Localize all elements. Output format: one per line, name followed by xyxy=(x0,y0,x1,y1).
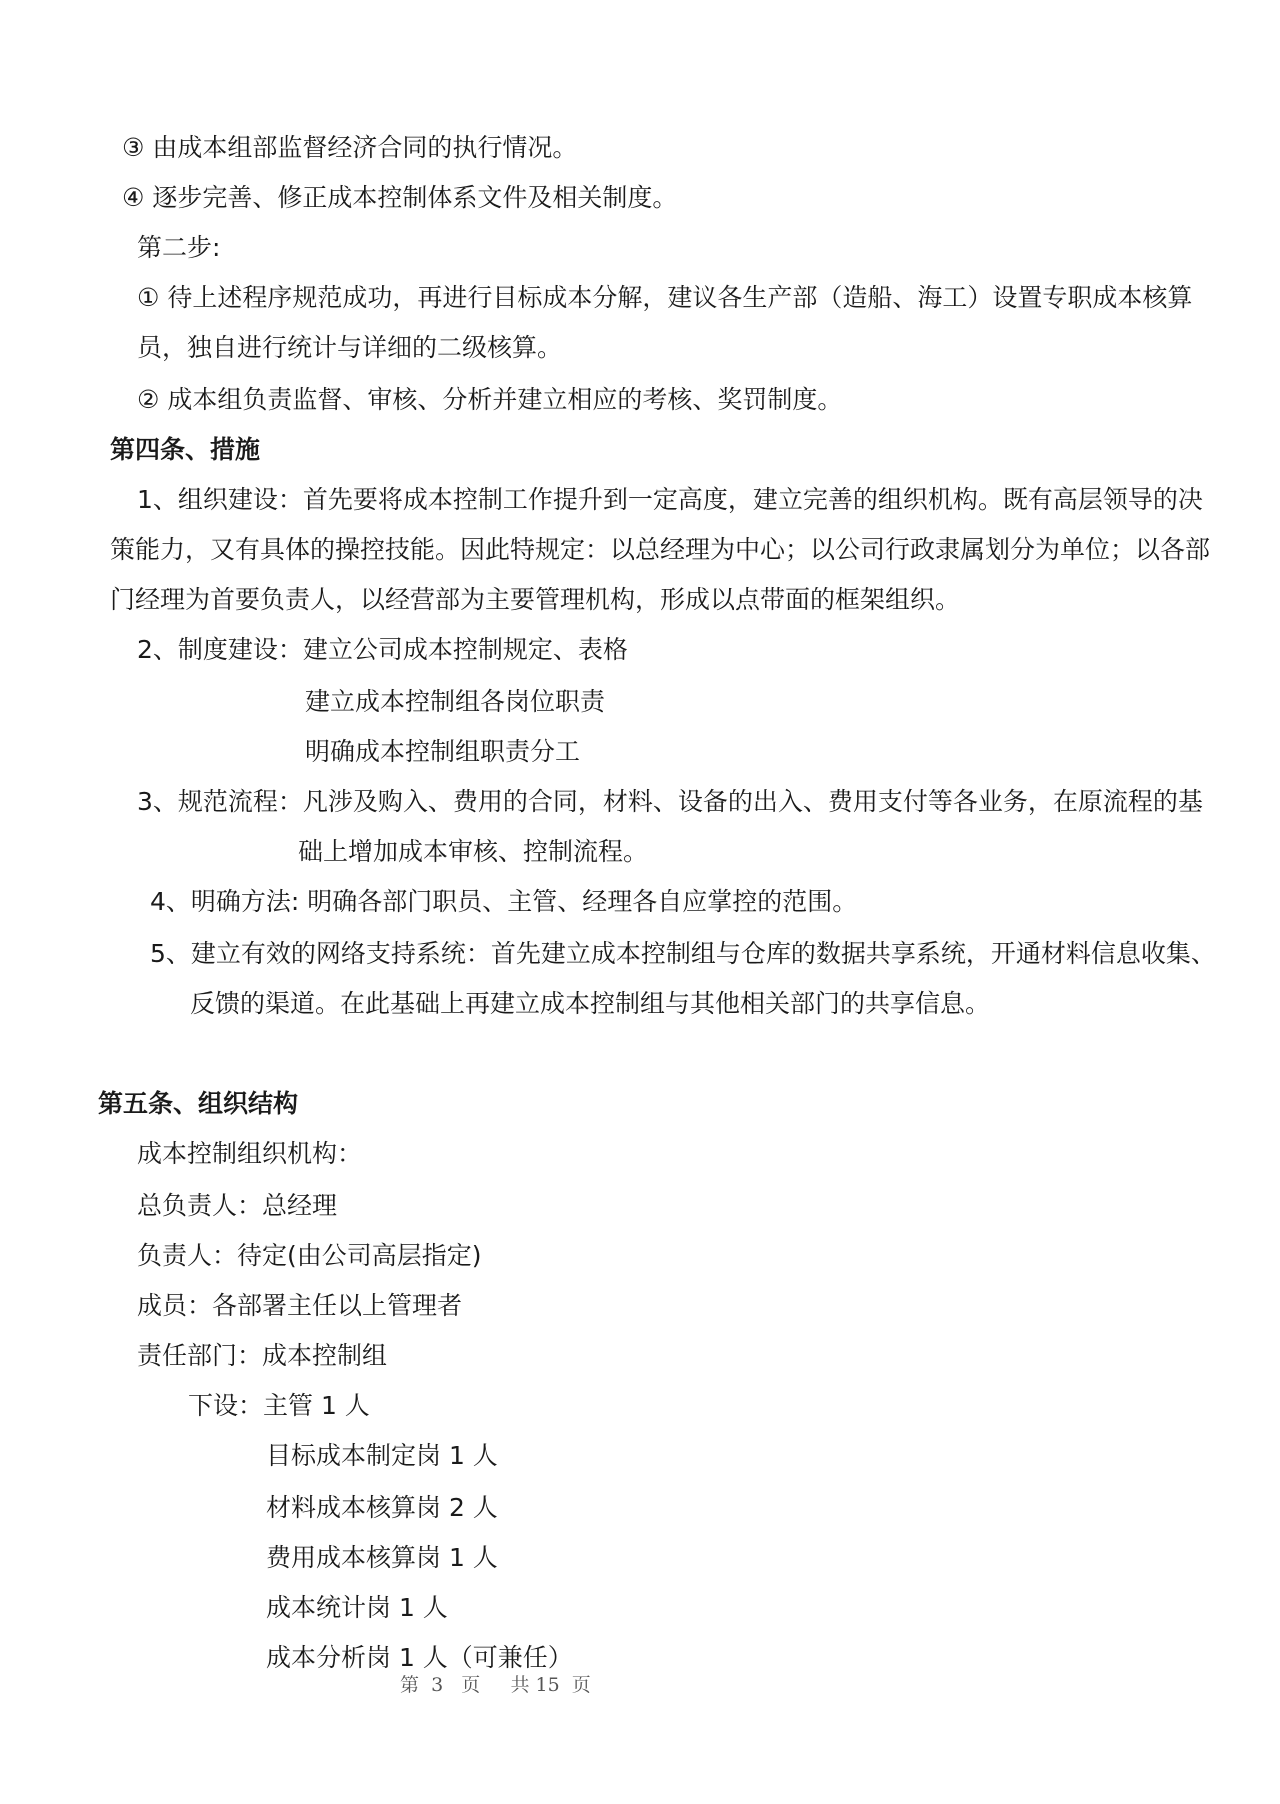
general-manager: 总负责人：总经理 xyxy=(137,1191,338,1220)
article-4-p5-line-2: 反馈的渠道。在此基础上再建立成本控制组与其他相关部门的共享信息。 xyxy=(190,989,991,1018)
article-4-p4: 4、明确方法: 明确各部门职员、主管、经理各自应掌控的范围。 xyxy=(150,887,858,916)
article-4-heading: 第四条、措施 xyxy=(110,435,261,464)
article-4-p5-line-1: 5、建立有效的网络支持系统：首先建立成本控制组与仓库的数据共享系统，开通材料信息收集、 xyxy=(150,939,1216,968)
post-item: 目标成本制定岗 1 人 xyxy=(266,1441,498,1470)
article-4-p2-line-3: 明确成本控制组职责分工 xyxy=(305,737,581,766)
article-4-p1-line-3: 门经理为首要负责人，以经营部为主要管理机构，形成以点带面的框架组织。 xyxy=(110,585,961,614)
article-4-p3-line-2: 础上增加成本审核、控制流程。 xyxy=(298,837,649,866)
step-two-item-2: ② 成本组负责监督、审核、分析并建立相应的考核、奖罚制度。 xyxy=(137,385,843,414)
article-4-p1-line-2: 策能力，又有具体的操控技能。因此特规定：以总经理为中心；以公司行政隶属划分为单位；以各部 xyxy=(110,535,1211,564)
leader: 负责人：待定(由公司高层指定) xyxy=(137,1241,482,1270)
step-two-item-1-line-1: ① 待上述程序规范成功，再进行目标成本分解，建议各生产部（造船、海工）设置专职成本核算 xyxy=(137,283,1193,312)
step-two-title: 第二步: xyxy=(137,233,221,262)
article-4-p3-line-1: 3、规范流程：凡涉及购入、费用的合同，材料、设备的出入、费用支付等各业务，在原流程的基 xyxy=(137,787,1203,816)
step-two-item-1-line-2: 员，独自进行统计与详细的二级核算。 xyxy=(137,333,563,362)
org-title: 成本控制组织机构： xyxy=(137,1139,363,1168)
article-5-heading: 第五条、组织结构 xyxy=(98,1089,299,1118)
article-4-p1-line-1: 1、组织建设：首先要将成本控制工作提升到一定高度，建立完善的组织机构。既有高层领导的决 xyxy=(137,485,1203,514)
sub-label: 下设：主管 1 人 xyxy=(188,1391,370,1420)
post-item: 材料成本核算岗 2 人 xyxy=(266,1493,498,1522)
post-item: 成本统计岗 1 人 xyxy=(266,1593,448,1622)
item-3: ③ 由成本组部监督经济合同的执行情况。 xyxy=(122,133,578,162)
post-item: 成本分析岗 1 人（可兼任） xyxy=(266,1643,573,1672)
item-4: ④ 逐步完善、修正成本控制体系文件及相关制度。 xyxy=(122,183,678,212)
post-item: 费用成本核算岗 1 人 xyxy=(266,1543,498,1572)
article-4-p2-line-1: 2、制度建设：建立公司成本控制规定、表格 xyxy=(137,635,628,664)
article-4-p2-line-2: 建立成本控制组各岗位职责 xyxy=(305,687,606,716)
page-number-footer: 第 3 页 共 15 页 xyxy=(400,1674,591,1696)
members: 成员：各部署主任以上管理者 xyxy=(137,1291,463,1320)
department: 责任部门：成本控制组 xyxy=(137,1341,388,1370)
